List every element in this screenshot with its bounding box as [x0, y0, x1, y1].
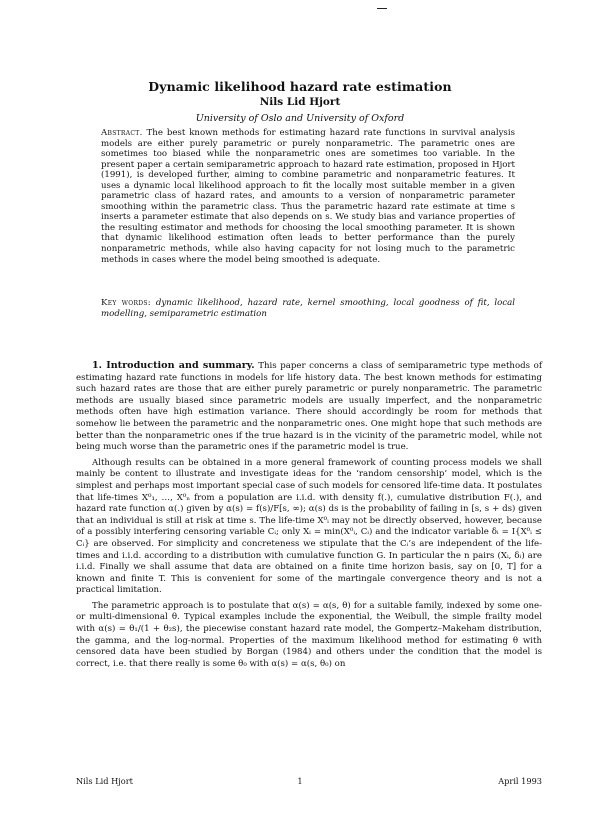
footer-author: Nils Lid Hjort	[76, 776, 133, 786]
paragraph-text: This paper concerns a class of semiparametric type methods of estimating hazard rate functions in models for life history data. The best known methods for estimating such hazard rates are those that are either purely parametric or purely nonparametric. The parametric methods are usually biased since parametric models are usually imperfect, and the nonparametric methods often have high estimation variance. There should accordingly be room for methods that somehow lie between the parametric and the nonparametric ones. One might hope that such methods are better than the nonparametric ones if the true hazard is in the vicinity of the parametric model, while not being much worse than the parametric ones if the parametric model is true.	[76, 361, 542, 453]
author-name: Nils Lid Hjort	[259, 96, 341, 108]
paragraph	[76, 360, 542, 454]
section-introduction	[76, 360, 542, 674]
abstract-label: Abstract.	[101, 128, 143, 138]
keywords-text: dynamic likelihood, hazard rate, kernel smoothing, local goodness of fit, local modelling, semiparametric estimation	[101, 298, 515, 319]
keywords-label: Key words:	[101, 298, 151, 308]
paper-title: Dynamic likelihood hazard rate estimation	[148, 79, 452, 94]
abstract	[101, 128, 515, 265]
top-mark	[377, 8, 387, 9]
page-number: 1	[297, 776, 303, 786]
paragraph: The parametric approach is to postulate that α(s) = α(s, θ) for a suitable family, indexed by some one- or multi-dimensional θ. Typical examples include the exponential, the Weibull, the simple frailty model with α(s) = θ₁/(1 + θ₂s), the piecewise constant hazard rate model, the Gompertz–Makeham distribution, the gamma, and the log-normal. Properties of the maximum likelihood method for estimating θ with censored data have been studied by Borgan (1984) and others under the condition that the model is correct, i.e. that there really is some θ₀ with α(s) = α(s, θ₀) on	[76, 600, 542, 669]
keywords	[101, 298, 515, 320]
paragraph: Although results can be obtained in a more general framework of counting process models we shall mainly be content to illustrate and investigate ideas for the ‘random censorship’ model, which is the simplest and perhaps most important special case of such models for censored life-time data. It postulates that life-times X⁰₁, …, X⁰ₙ from a population are i.i.d. with density f(.), cumulative distribution F(.), and hazard rate function α(.) given by α(s) = f(s)/F[s, ∞); α(s) ds is the probability of failing in [s, s + ds) given that an individual is still at risk at time s. The life-time X⁰ᵢ may not be directly observed, however, because of a possibly interfering censoring variable Cᵢ; only Xᵢ = min(X⁰ᵢ, Cᵢ) and the indicator variable δᵢ = I{X⁰ᵢ ≤ Cᵢ} are observed. For simplicity and concreteness we stipulate that the Cᵢ’s are independent of the life-times and i.i.d. according to a distribution with cumulative function G. In particular the n pairs (Xᵢ, δᵢ) are i.i.d. Finally we shall assume that data are obtained on a finite time horizon basis, say on [0, T] for a known and finite T. This is convenient for some of the martingale convergence theory and is not a practical limitation.	[76, 457, 542, 596]
abstract-text: The best known methods for estimating hazard rate functions in survival analysis models are either purely parametric or purely nonparametric. The parametric ones are sometimes too biased while the nonparametric ones are sometimes too variable. In the present paper a certain semiparametric approach to hazard rate estimation, proposed in Hjort (1991), is developed further, aiming to combine parametric and nonparametric features. It uses a dynamic local likelihood approach to fit the locally most suitable member in a given parametric class of hazard rates, and amounts to a version of nonparametric parameter smoothing within the parametric class. Thus the parametric hazard rate estimate at time s inserts a parameter estimate that also depends on s. We study bias and variance properties of the resulting estimator and methods for choosing the local smoothing parameter. It is shown that dynamic likelihood estimation often leads to better performance than the purely nonparametric methods, while also having capacity for not losing much to the parametric methods in cases where the model being smoothed is adequate.	[101, 128, 515, 265]
footer-date: April 1993	[498, 776, 542, 786]
author-affiliation: University of Oslo and University of Oxford	[195, 113, 405, 124]
section-heading: 1. Introduction and summary.	[92, 360, 255, 371]
